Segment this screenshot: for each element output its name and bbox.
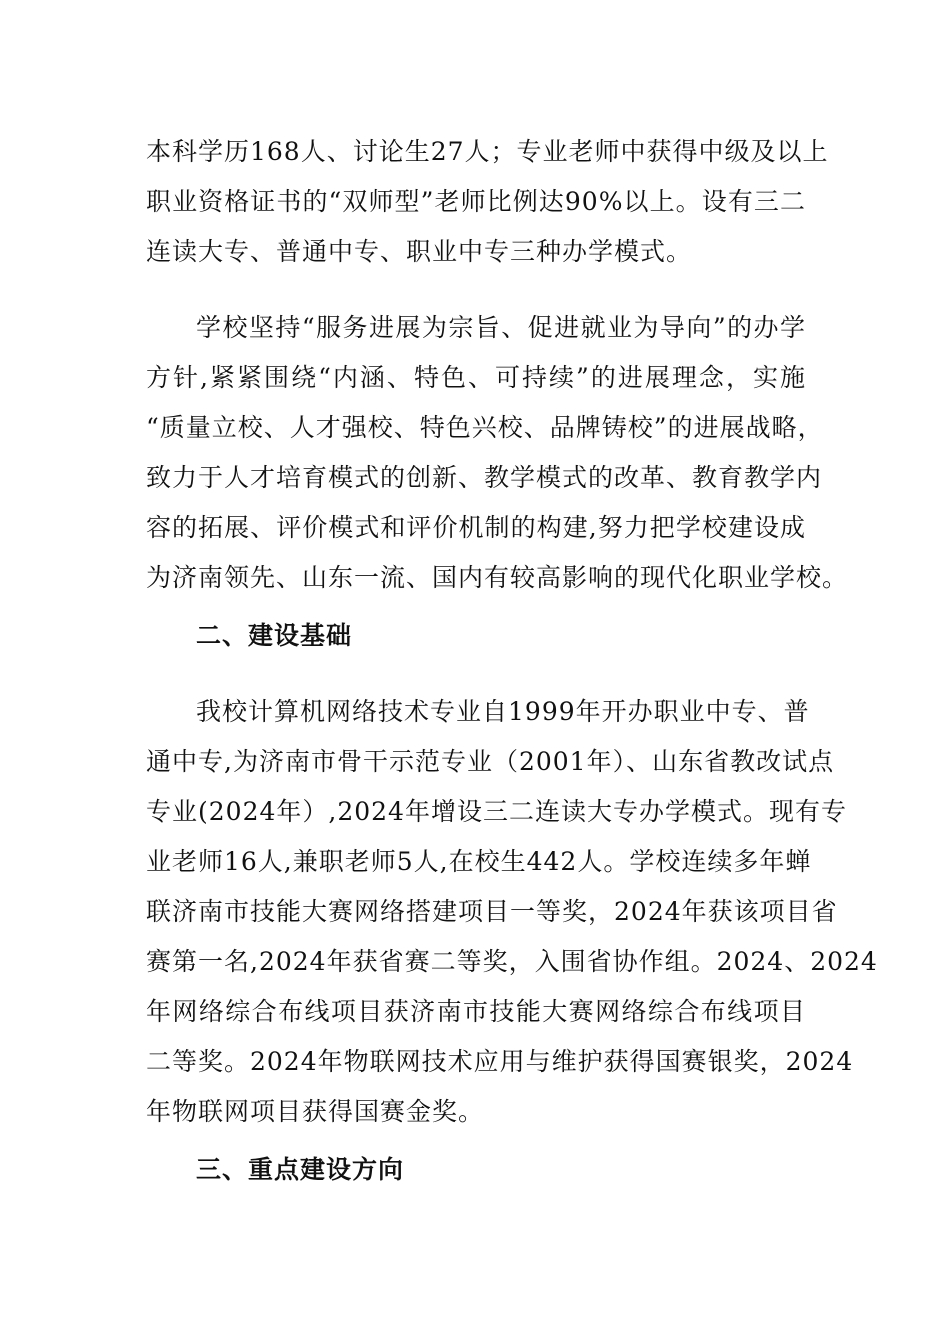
paragraph-2-line-6: 为济南领先、山东一流、国内有较高影响的现代化职业学校。 bbox=[146, 563, 849, 592]
paragraph-2-line-1: 学校坚持“服务进展为宗旨、促进就业为导向”的办学 bbox=[196, 313, 806, 342]
paragraph-3-line-6: 赛第一名,2024年获省赛二等奖，入围省协作组。2024、2024 bbox=[146, 947, 878, 976]
paragraph-3-line-2: 通中专,为济南市骨干示范专业（2001年）、山东省教改试点 bbox=[146, 747, 835, 776]
paragraph-3-line-9: 年物联网项目获得国赛金奖。 bbox=[146, 1097, 485, 1126]
paragraph-3-line-1: 我校计算机网络技术专业自1999年开办职业中专、普 bbox=[196, 697, 810, 726]
paragraph-2-line-5: 容的拓展、评价模式和评价机制的构建,努力把学校建设成 bbox=[146, 513, 806, 542]
paragraph-1-line-3: 连读大专、普通中专、职业中专三种办学模式。 bbox=[146, 237, 693, 266]
paragraph-3-line-8: 二等奖。2024年物联网技术应用与维护获得国赛银奖，2024 bbox=[146, 1047, 854, 1076]
paragraph-2-line-2: 方针,紧紧围绕“内涵、特色、可持续”的进展理念，实施 bbox=[146, 363, 806, 392]
paragraph-3-line-7: 年网络综合布线项目获济南市技能大赛网络综合布线项目 bbox=[146, 997, 806, 1026]
paragraph-3-line-4: 业老师16人,兼职老师5人,在校生442人。学校连续多年蝉 bbox=[146, 847, 812, 876]
paragraph-3-line-3: 专业(2024年）,2024年增设三二连读大专办学模式。现有专 bbox=[146, 797, 847, 826]
paragraph-1-line-2: 职业资格证书的“双师型”老师比例达90%以上。设有三二 bbox=[146, 187, 806, 216]
section-heading-3: 三、重点建设方向 bbox=[196, 1155, 405, 1184]
section-heading-2: 二、建设基础 bbox=[196, 621, 353, 650]
paragraph-1-line-1: 本科学历168人、讨论生27人；专业老师中获得中级及以上 bbox=[146, 137, 829, 166]
paragraph-2-line-3: “质量立校、人才强校、特色兴校、品牌铸校”的进展战略， bbox=[146, 413, 824, 442]
paragraph-2-line-4: 致力于人才培育模式的创新、教学模式的改革、教育教学内 bbox=[146, 463, 823, 492]
paragraph-3-line-5: 联济南市技能大赛网络搭建项目一等奖，2024年获该项目省 bbox=[146, 897, 838, 926]
